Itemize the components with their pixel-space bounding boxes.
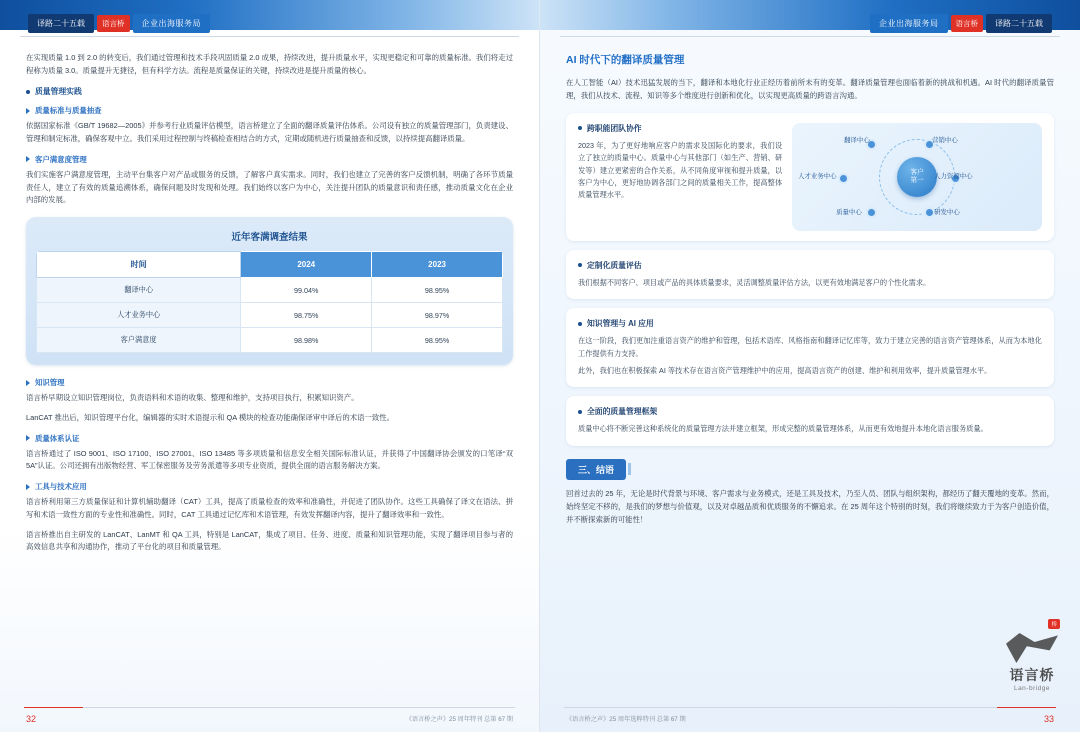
left-body	[26, 52, 513, 561]
subsection-3-paragraph-2: LanCAT 推出后，知识管理平台化，编辑器的实时术语提示和 QA 模块的检查功能确保译审中译后的术语一致性。	[26, 412, 395, 422]
subsection-heading-4	[26, 433, 513, 444]
logo-mark-icon	[1006, 622, 1058, 663]
page-number: 32	[26, 714, 37, 724]
subsection-heading-2	[26, 154, 513, 165]
subsection-heading-3	[26, 377, 513, 388]
diagram-node-dot	[926, 209, 933, 216]
cell-r2c0: 客户满意度	[37, 328, 241, 353]
table-row	[37, 303, 503, 328]
diagram-hub	[897, 157, 937, 197]
subsection-heading-2-label: 客户满意度管理	[35, 154, 87, 164]
cell-r1c1: 98.75%	[241, 303, 372, 328]
card-3-heading	[578, 318, 1042, 329]
header-tab-section: 企业出海服务局	[870, 14, 948, 33]
card-cross-functional	[566, 113, 1054, 241]
subsection-2-paragraph: 我们实施客户满意度管理，主动平台集客户对产品或服务的反馈，了解客户真实需求。同时，我们也建立了完善的客户反馈机制，明确了各环节质量责任人，建立了有效的质量追溯体系，确保问题及时发现和处理。我们始终以客户为中心，关注提升团队的质量意识和责任感，推动质量文化在企业内部的发展。	[26, 169, 513, 205]
header-tabs-left	[28, 14, 210, 33]
left-intro-paragraph: 在实现质量 1.0 到 2.0 的转变后，我们通过管理和技术手段巩固质量 2.0 成果，持续改进，提升质量水平，实现更稳定和可靠的质量标准。我们将走过程称为质量 3.0。质量提升无捷径，但有科学方法。流程是质量保证的关键，持续改进是提升质量的核心。	[26, 53, 513, 75]
footer-note: 《语言桥之声》25 周年选粹特刊 总第 67 期	[566, 716, 686, 723]
triangle-icon	[26, 156, 30, 162]
article-title: AI 时代下的翻译质量管理	[566, 54, 685, 66]
card-4-heading-label: 全面的质量管理框架	[587, 407, 658, 417]
subsection-5-paragraph-1: 语言桥利用第三方质量保证和计算机辅助翻译（CAT）工具，提高了质量检查的效率和准确性，并促进了团队协作。这些工具确保了译文在语法、拼写和术语一致性方面的专业性和准确性。同时，CAT 工具通过记忆库和术语管理，有效发挥翻译内容，提升了翻译效率和一致性。	[26, 497, 513, 519]
brand-logo	[1006, 622, 1058, 692]
conclusion-paragraph: 回首过去的 25 年，无论是时代背景与环境、客户需求与业务模式，还是工具及技术，乃至人员、团队与组织架构，都经历了翻天覆地的变革。然而，始终坚定不移的，是我们的梦想与价值观，以及对卓越品质和优质服务的不懈追求。在 25 周年这个特别的时刻，我们将继续致力于为客户创造价值，并不断探索新的可能性！	[566, 488, 1054, 524]
table-col-2: 2023	[372, 252, 503, 278]
footer-divider	[24, 707, 515, 708]
bullet-dot-icon	[578, 126, 582, 130]
card-quality-framework	[566, 396, 1054, 445]
header-divider	[560, 36, 1060, 37]
header-brand-badge: 语言桥	[97, 15, 130, 32]
subsection-3-paragraph-1: 语言桥早期设立知识管理岗位，负责语料和术语的收集、整理和维护，支持项目执行，积累知识资产。	[26, 393, 359, 403]
card-2-heading	[578, 260, 1042, 271]
article-intro: 在人工智能（AI）技术迅猛发展的当下，翻译和本地化行业正经历着前所未有的变革。翻译质量管理也面临着新的挑战和机遇。AI 时代的翻译质量管理，我们从技术、流程、知识等多个维度进行创新和优化，以实现更高质量的跨语言沟通。	[566, 78, 1054, 100]
subsection-heading-5-label: 工具与技术应用	[35, 482, 87, 492]
subsection-heading-3-label: 知识管理	[35, 378, 65, 388]
left-header	[0, 0, 539, 42]
card-3-paragraph-2: 此外，我们也在积极探索 AI 等技术存在语言资产管理维护中的应用，提高语言资产的创建、维护和利用效率，提升质量管理水平。	[578, 366, 992, 376]
cell-r2c2: 98.95%	[372, 328, 503, 353]
triangle-icon	[26, 380, 30, 386]
survey-table	[36, 251, 503, 353]
card-custom-assessment	[566, 250, 1054, 299]
diagram-node-label: 人力资源中心	[934, 172, 973, 180]
footer-note: 《语言桥之声》25 周年特刊 总第 67 期	[405, 716, 513, 723]
diagram-node-label: 营销中心	[932, 136, 958, 144]
cell-r2c1: 98.98%	[241, 328, 372, 353]
survey-table-title: 近年客满调查结果	[231, 232, 308, 244]
card-4-paragraph: 质量中心将不断完善这种系统化的质量管理方法并建立框架，形成完整的质量管理体系，从而更有效地提升本地化语言服务质量。	[578, 424, 988, 434]
triangle-icon	[26, 484, 30, 490]
card-4-heading	[578, 406, 1042, 417]
cell-r0c1: 99.04%	[241, 278, 372, 303]
card-knowledge-ai	[566, 308, 1054, 387]
diagram-node-label: 质量中心	[836, 208, 862, 216]
diagram-node-label: 翻译中心	[844, 136, 870, 144]
subsection-5-paragraph-2: 语言桥推出自主研发的 LanCAT、LanMT 和 QA 工具，特别是 LanCAT，集成了项目、任务、进度、质量和知识管理功能，实现了翻译项目参与者的高效信息共享和沟通协作，推动了平台化的项目和质量管理。	[26, 529, 513, 552]
header-tabs-right	[870, 14, 1052, 33]
triangle-icon	[26, 108, 30, 114]
card-3-paragraph-1: 在这一阶段，我们更加注重语言资产的维护和管理，包括术语库、风格指南和翻译记忆库等，致力于建立完善的语言资产管理体系，从而为本地化工作提供有力支持。	[578, 336, 1042, 358]
cell-r1c0: 人才业务中心	[37, 303, 241, 328]
left-footer	[0, 694, 539, 732]
card-1-layout	[578, 123, 1042, 231]
subsection-heading-4-label: 质量体系认证	[35, 433, 80, 443]
cell-r1c2: 98.97%	[372, 303, 503, 328]
diagram-hub-line2: 第一	[910, 176, 924, 184]
right-page	[540, 0, 1080, 732]
table-header-row	[37, 252, 503, 278]
cell-r0c0: 翻译中心	[37, 278, 241, 303]
table-col-0: 时间	[37, 252, 241, 278]
quality-center-diagram	[792, 123, 1042, 231]
header-tab-section: 企业出海服务局	[133, 14, 211, 33]
card-1-text	[578, 123, 782, 202]
bullet-dot-icon	[578, 322, 582, 326]
header-tab-series: 译路二十五载	[986, 14, 1052, 33]
logo-chinese-name: 语言桥	[1009, 667, 1055, 683]
card-2-paragraph: 我们根据不同客户、项目或产品的具体质量要求，灵活调整质量评估方法，以更有效地满足客户的个性化需求。	[578, 277, 931, 287]
subsection-4-paragraph: 语言桥通过了 ISO 9001、ISO 17100、ISO 27001、ISO 13485 等多项质量和信息安全相关国际标准认证，并获得了中国翻译协会颁发的口笔译“双 5A”认证。公司还拥有出版物经营、军工保密服务及劳务派遣等多项专业资质，提供全面的语言服务解决方案。	[26, 448, 513, 471]
right-header	[540, 0, 1080, 42]
card-2-heading-label: 定制化质量评估	[587, 260, 642, 270]
right-footer	[540, 694, 1080, 732]
left-section-heading	[26, 86, 513, 97]
left-section-heading-label: 质量管理实践	[35, 87, 82, 97]
diagram-node-dot	[840, 175, 847, 182]
subsection-1-paragraph: 依据国家标准《GB/T 19682—2005》并参考行业质量评估模型，语言桥建立了全面的翻译质量评估体系。公司设有独立的质量管理部门，负责建设、管理和制定标准，确保客观中立。我们采用过程控制与终稿检查相结合的方式，定期或随机进行质量抽查和反馈，以持续提高翻译质量。	[26, 121, 513, 144]
subsection-heading-5	[26, 481, 513, 492]
diagram-node-label: 人才业务中心	[798, 172, 837, 180]
card-3-heading-label: 知识管理与 AI 应用	[587, 319, 654, 329]
table-row	[37, 328, 503, 353]
card-1-heading-label: 跨职能团队协作	[587, 123, 642, 133]
subsection-heading-1-label: 质量标准与质量抽查	[35, 106, 102, 116]
right-body	[566, 52, 1054, 537]
logo-shape	[1006, 633, 1058, 663]
card-1-paragraph: 2023 年，为了更好地响应客户的需求及国际化的要求，我们设立了独立的质量中心。质量中心与其他部门（如生产、营销、研发等）建立更紧密的合作关系，从不同角度审视和提升质量，以客户为中心，更好地协调各部门之间的质量相关工作，提高整体质量管理水平。	[578, 140, 783, 200]
table-col-1: 2024	[241, 252, 372, 278]
card-1-heading	[578, 123, 782, 134]
cell-r0c2: 98.95%	[372, 278, 503, 303]
diagram-node-label: 研发中心	[934, 208, 960, 216]
bullet-dot-icon	[26, 90, 30, 94]
page-number: 33	[1043, 714, 1054, 724]
logo-english-name: Lan-bridge	[1013, 685, 1051, 692]
header-divider	[20, 36, 519, 37]
bullet-dot-icon	[578, 263, 582, 267]
diagram-node-dot	[868, 209, 875, 216]
table-row	[37, 278, 503, 303]
header-tab-series: 译路二十五载	[28, 14, 94, 33]
header-brand-badge: 语言桥	[951, 15, 984, 32]
survey-table-card	[26, 217, 513, 365]
diagram-hub-line1: 客户	[910, 168, 924, 176]
subsection-heading-1	[26, 105, 513, 116]
triangle-icon	[26, 435, 30, 441]
conclusion-section-tag: 三、结语	[566, 459, 626, 480]
footer-divider	[564, 707, 1056, 708]
logo-badge: 桥	[1048, 619, 1060, 629]
bullet-dot-icon	[578, 410, 582, 414]
